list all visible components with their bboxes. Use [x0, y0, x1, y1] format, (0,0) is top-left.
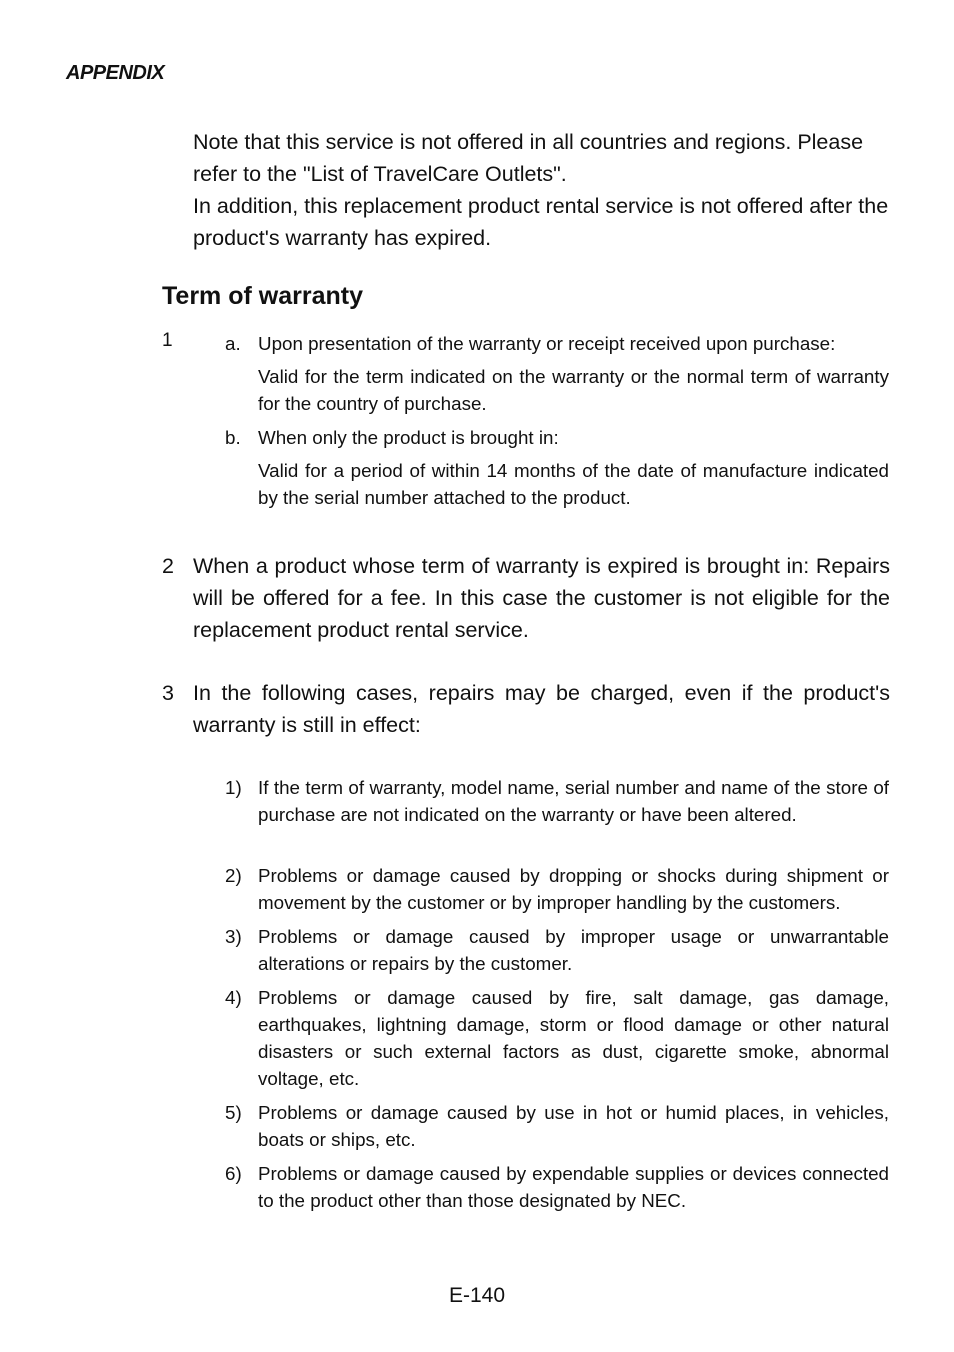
sub-item-title: When only the product is brought in: — [258, 427, 559, 448]
page-number: E-140 — [448, 1284, 506, 1307]
case-text: Problems or damage caused by improper usage or unwarrantable alterations or repairs by the customer. — [258, 926, 889, 974]
case-text: If the term of warranty, model name, serial number and name of the store of purchase are not indicated on the warranty or have been altered. — [258, 777, 889, 825]
case-text: Problems or damage caused by dropping or shocks during shipment or movement by the customer or by improper handling by the customers. — [258, 865, 889, 913]
intro-note — [193, 126, 890, 254]
case-label: 2) — [225, 865, 242, 886]
case-label: 3) — [225, 926, 242, 947]
case-label: 6) — [225, 1163, 242, 1184]
item-text: When a product whose term of warranty is expired is brought in: Repairs will be offered for a fee. In this case the customer is not eligible for the replacement product rental service. — [193, 554, 890, 642]
item-number: 1 — [162, 330, 173, 351]
intro-paragraph: Note that this service is not offered in all countries and regions. Please refer to the "List of TravelCare Outlets". — [193, 130, 864, 186]
case-text: Problems or damage caused by use in hot or humid places, in vehicles, boats or ships, etc. — [258, 1102, 889, 1150]
section-heading: Term of warranty — [162, 282, 363, 310]
case-label: 5) — [225, 1102, 242, 1123]
intro-paragraph: In addition, this replacement product rental service is not offered after the product's warranty has expired. — [193, 194, 889, 250]
case-label: 4) — [225, 987, 242, 1008]
sub-item-label: a. — [225, 333, 241, 354]
sub-item-label: b. — [225, 427, 241, 448]
case-text: Problems or damage caused by fire, salt damage, gas damage, earthquakes, lightning damage, storm or flood damage or other natural disasters or such external factors as dust, cigarette smoke, abnormal voltage, etc. — [258, 987, 889, 1089]
sub-item-text: Valid for the term indicated on the warranty or the normal term of warranty for the country of purchase. — [258, 366, 889, 414]
item-text: In the following cases, repairs may be charged, even if the product's warranty is still in effect: — [193, 681, 890, 737]
case-text: Problems or damage caused by expendable supplies or devices connected to the product other than those designated by NEC. — [258, 1163, 889, 1211]
case-label: 1) — [225, 777, 242, 798]
section-label: APPENDIX — [66, 62, 165, 84]
sub-item-title: Upon presentation of the warranty or receipt received upon purchase: — [258, 333, 836, 354]
item-number: 2 — [162, 554, 174, 578]
sub-item-text: Valid for a period of within 14 months of the date of manufacture indicated by the serial number attached to the product. — [258, 460, 889, 508]
item-number: 3 — [162, 681, 174, 705]
